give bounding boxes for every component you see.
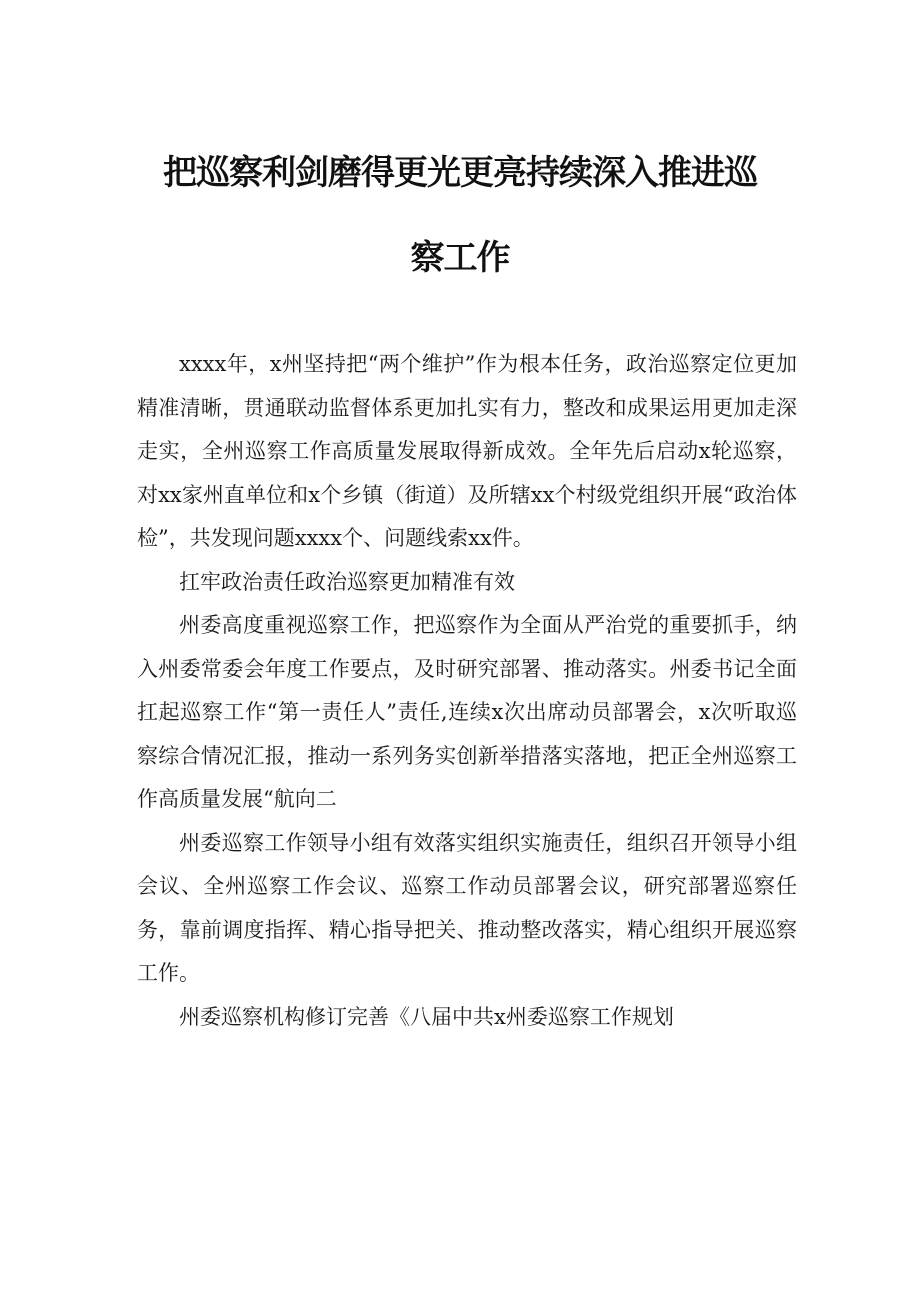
paragraph-party-committee: 州委高度重视巡察工作，把巡察作为全面从严治党的重要抓手，纳入州委常委会年度工作要点，及时研究部署、推动落实。州委书记全面扛起巡察工作“第一责任人”责任,连续x次出席动员部署会，x次听取巡察综合情况汇报，推动一系列务实创新举措落实落地，把正全州巡察工作高质量发展“航向二 <box>137 613 797 811</box>
document-title-line-2: 察工作 <box>410 238 510 278</box>
paragraph-intro: xxxx年，x州坚持把“两个维护”作为根本任务，政治巡察定位更加精准清晰，贯通联动监督体系更加扎实有力，整改和成果运用更加走深走实，全州巡察工作高质量发展取得新成效。全年先后启动x轮巡察，对xx家州直单位和x个乡镇（街道）及所辖xx个村级党组织开展“政治体检”，共发现问题xxxx个、问题线索xx件。 <box>137 352 797 550</box>
paragraph-inspection-agency: 州委巡察机构修订完善《八届中共x州委巡察工作规划 <box>179 1004 674 1029</box>
document-title-line-1: 把巡察利剑磨得更光更亮持续深入推进巡 <box>163 153 757 193</box>
document-body <box>137 343 797 1039</box>
paragraph-leading-group: 州委巡察工作领导小组有效落实组织实施责任，组织召开领导小组会议、全州巡察工作会议、巡察工作动员部署会议，研究部署巡察任务，靠前调度指挥、精心指导把关、推动整改落实，精心组织开展巡察工作。 <box>137 830 797 985</box>
section-heading: 扛牢政治责任政治巡察更加精准有效 <box>179 569 515 594</box>
